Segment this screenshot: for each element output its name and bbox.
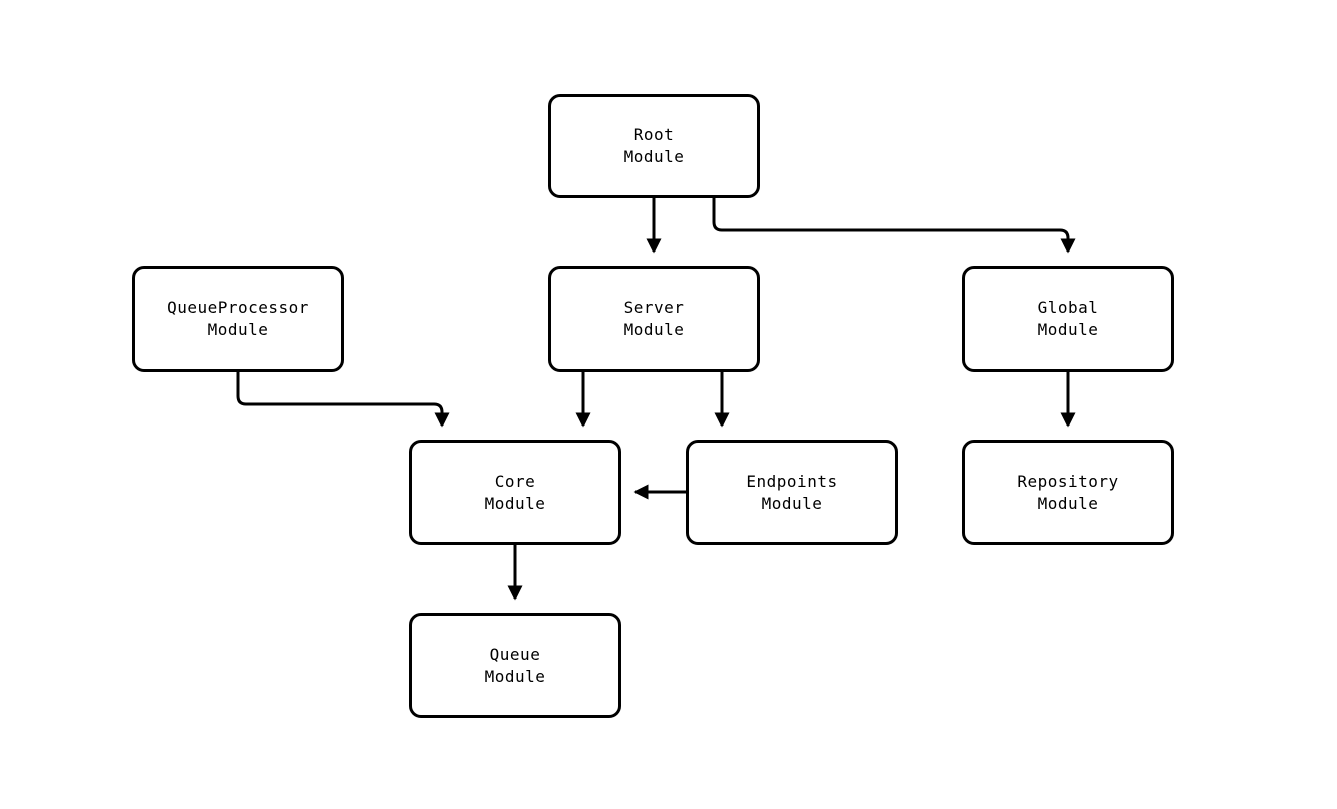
edge-queueprocessor-to-core bbox=[238, 372, 442, 426]
node-core-module[interactable] bbox=[409, 440, 621, 545]
node-repository-module-line1: Repository bbox=[1017, 471, 1119, 491]
node-queue-module-line1: Queue bbox=[489, 644, 541, 664]
node-server-module[interactable] bbox=[548, 266, 760, 372]
node-global-module-line2: Module bbox=[1037, 320, 1099, 339]
node-queueprocessor-module[interactable] bbox=[132, 266, 344, 372]
node-core-module-line2: Module bbox=[484, 493, 546, 513]
node-endpoints-module[interactable] bbox=[686, 440, 898, 545]
node-queue-module[interactable] bbox=[409, 613, 621, 718]
node-repository-module-line2: Module bbox=[1037, 493, 1099, 513]
node-queueprocessor-module-line2: Module bbox=[207, 320, 269, 339]
node-repository-module[interactable] bbox=[962, 440, 1174, 545]
node-server-module-line1: Server bbox=[623, 298, 685, 317]
node-root-module[interactable] bbox=[548, 94, 760, 198]
node-endpoints-module-line1: Endpoints bbox=[746, 471, 838, 491]
edge-root-to-global bbox=[714, 198, 1068, 252]
node-global-module-line1: Global bbox=[1037, 298, 1099, 317]
node-global-module[interactable] bbox=[962, 266, 1174, 372]
node-endpoints-module-line2: Module bbox=[761, 493, 823, 513]
node-queue-module-line2: Module bbox=[484, 666, 546, 686]
node-server-module-line2: Module bbox=[623, 320, 685, 339]
node-root-module-line1: Root bbox=[633, 125, 675, 144]
node-core-module-line1: Core bbox=[494, 471, 536, 491]
node-queueprocessor-module-line1: QueueProcessor bbox=[167, 298, 309, 317]
node-root-module-line2: Module bbox=[623, 147, 685, 166]
